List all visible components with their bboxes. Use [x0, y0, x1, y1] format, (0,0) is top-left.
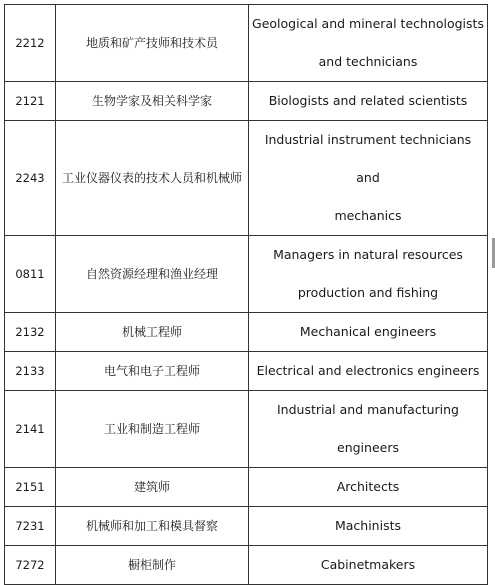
occupation-code: 7231 — [5, 507, 56, 546]
occupation-title-english — [249, 546, 488, 585]
table-row — [5, 352, 488, 391]
occupation-title-chinese: 生物学家及相关科学家 — [56, 82, 249, 121]
table-row — [5, 313, 488, 352]
english-title-line: Industrial instrument technicians and — [264, 132, 472, 185]
occupation-title-english — [249, 313, 488, 352]
occupation-title-english — [249, 236, 488, 313]
occupation-code: 2151 — [5, 468, 56, 507]
table-row — [5, 5, 488, 82]
occupation-title-chinese: 机械师和加工和模具督察 — [56, 507, 249, 546]
english-title-line: Machinists — [334, 518, 402, 533]
occupation-title-english — [249, 121, 488, 236]
occupation-title-chinese: 建筑师 — [56, 468, 249, 507]
occupation-title-chinese: 地质和矿产技师和技术员 — [56, 5, 249, 82]
occupation-code: 2141 — [5, 391, 56, 468]
occupation-title-english — [249, 391, 488, 468]
english-title-line: Electrical and electronics engineers — [256, 363, 480, 378]
occupation-code: 7272 — [5, 546, 56, 585]
occupation-code: 2243 — [5, 121, 56, 236]
occupation-title-english — [249, 5, 488, 82]
occupation-title-english — [249, 507, 488, 546]
occupation-title-english — [249, 352, 488, 391]
table-row — [5, 82, 488, 121]
occupation-code: 2132 — [5, 313, 56, 352]
english-title-line: production and fishing — [297, 285, 439, 300]
occupation-code: 2121 — [5, 82, 56, 121]
table-row — [5, 391, 488, 468]
english-title-line: Biologists and related scientists — [268, 93, 468, 108]
occupation-table-body — [5, 5, 488, 585]
occupation-title-chinese: 工业仪器仪表的技术人员和机械师 — [56, 121, 249, 236]
english-title-line: Architects — [336, 479, 400, 494]
table-row — [5, 507, 488, 546]
occupation-title-chinese: 电气和电子工程师 — [56, 352, 249, 391]
occupation-code: 2133 — [5, 352, 56, 391]
occupation-title-chinese: 机械工程师 — [56, 313, 249, 352]
english-title-line: Geological and mineral technologists — [252, 16, 484, 31]
occupation-code: 0811 — [5, 236, 56, 313]
english-title-line: Industrial and manufacturing engineers — [277, 402, 459, 455]
english-title-line: and technicians — [318, 54, 418, 69]
english-title-line: Cabinetmakers — [320, 557, 416, 572]
table-row — [5, 236, 488, 313]
occupation-title-chinese: 工业和制造工程师 — [56, 391, 249, 468]
occupation-code: 2212 — [5, 5, 56, 82]
occupation-title-chinese: 自然资源经理和渔业经理 — [56, 236, 249, 313]
occupation-table — [4, 4, 488, 585]
english-title-line: mechanics — [334, 208, 402, 223]
occupation-title-chinese: 橱柜制作 — [56, 546, 249, 585]
english-title-line: Mechanical engineers — [299, 324, 437, 339]
occupation-title-english — [249, 82, 488, 121]
table-row — [5, 121, 488, 236]
occupation-title-english — [249, 468, 488, 507]
table-row — [5, 546, 488, 585]
english-title-line: Managers in natural resources — [273, 247, 463, 262]
table-row — [5, 468, 488, 507]
